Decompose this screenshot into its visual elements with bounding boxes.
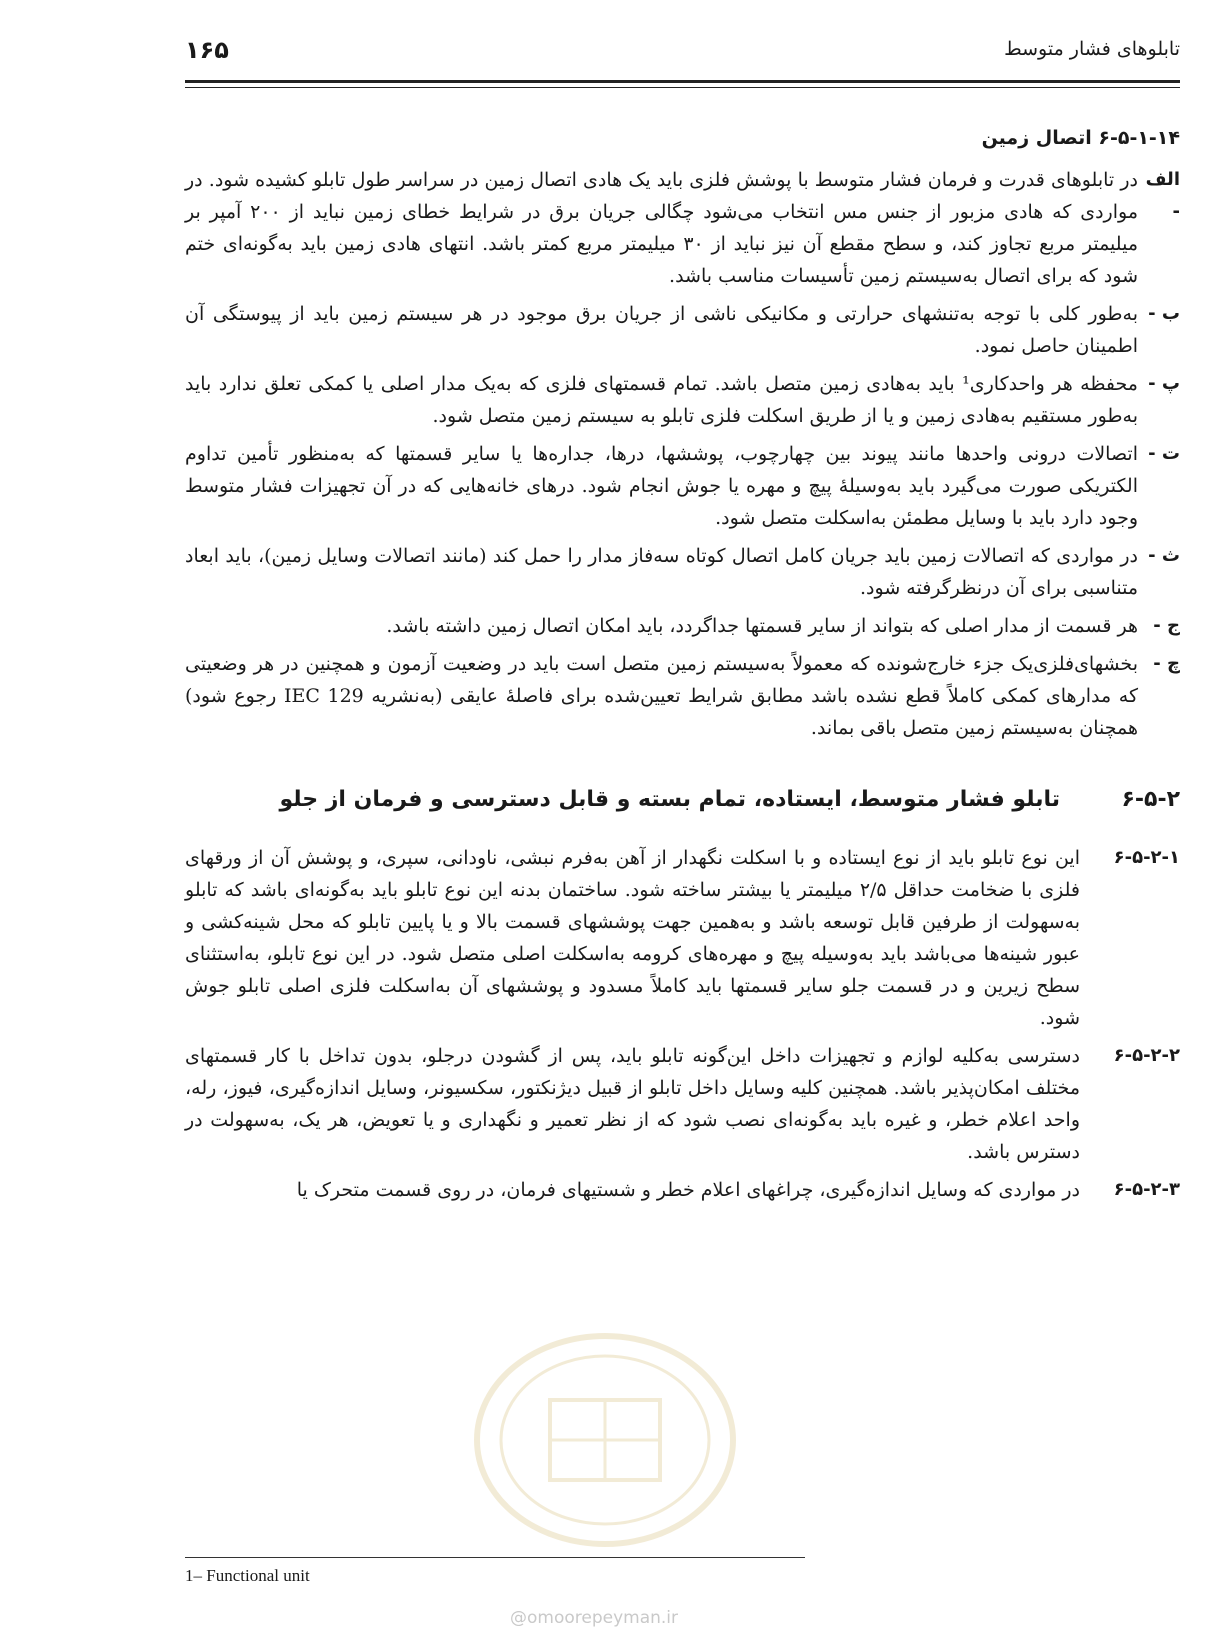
clause-number: ۶-۵-۲-۲ — [1113, 1045, 1180, 1066]
clause-text: در مواردی که وسایل اندازه‌گیری، چراغهای اعلام خطر و شستیهای فرمان، در روی قسمت متحرک یا — [296, 1179, 1080, 1201]
page-number: ۱۶۵ — [185, 36, 229, 64]
list-item-text: به‌طور کلی با توجه به‌تنشهای حرارتی و مکانیکی ناشی از جریان برق موجود در هر سیستم زمین باید از پیوستگی آن اطمینان حاصل نمود. — [185, 303, 1138, 357]
list-item-text: اتصالات درونی واحدها مانند پیوند بین چهارچوب، پوششها، درها، جداره‌ها یا سایر قسمتها که به‌منظور تأمین تداوم الکتریکی صورت می‌گیرد باید به‌وسیلهٔ پیچ و مهره یا جوش انجام شود. درهای خانه‌هایی که در آن تجهیزات فشار متوسط وجود دارد باید با وسایل مطمئن به‌اسکلت متصل شود. — [185, 443, 1138, 529]
watermark-text: @omoorepeyman.ir — [510, 1608, 679, 1628]
list-item — [185, 298, 1180, 362]
subsection-heading: ۶-۵-۱-۱۴ اتصال زمین — [981, 127, 1180, 149]
list-item — [185, 368, 1180, 432]
list-item-mark: ث - — [1148, 545, 1180, 566]
clause-number: ۶-۵-۲-۱ — [1113, 847, 1180, 868]
list-item — [185, 164, 1180, 292]
clause — [185, 1040, 1180, 1168]
list-item-text: بخشهای‌فلزی‌یک جزء خارج‌شونده که معمولاً به‌سیستم زمین متصل است باید در وضعیت آزمون و همچنین در هر وضعیتی که مدارهای کمکی کاملاً قطع نشده باشد مطابق شرایط تعیین‌شده برای فاصلهٔ عایقی (به‌نشریه IEC 129 رجوع شود) همچنان به‌سیستم زمین متصل باقی بماند. — [185, 653, 1139, 739]
clause — [185, 1174, 1180, 1206]
list-item — [185, 438, 1180, 534]
list-item — [185, 648, 1180, 744]
section-title: تابلو فشار متوسط، ایستاده، تمام بسته و قابل دسترسی و فرمان از جلو — [279, 787, 1060, 812]
footnote: 1– Functional unit — [185, 1566, 310, 1585]
list-item-text: هر قسمت از مدار اصلی که بتواند از سایر قسمتها جداگردد، باید امکان اتصال زمین داشته باشد. — [386, 615, 1138, 637]
list-item-text: محفظه هر واحدکاری¹ باید به‌هادی زمین متصل باشد. تمام قسمتهای فلزی که به‌یک مدار اصلی یا کمکی تعلق ندارد باید به‌طور مستقیم به‌هادی زمین و یا از طریق اسکلت فلزی تابلو به سیستم زمین متصل شود. — [185, 373, 1138, 427]
list-item-mark: ت - — [1148, 443, 1180, 464]
clause-text: این نوع تابلو باید از نوع ایستاده و با اسکلت نگهدار از آهن به‌فرم نبشی، ناودانی، سپری، و پوشش آن از ورقهای فلزی با ضخامت حداقل ۲/۵ میلیمتر یا بیشتر ساخته شود. ساختمان بدنه این نوع تابلو باید به‌گونه‌ای باشد که تابلو به‌سهولت از طرفین قابل توسعه باشد و به‌همین جهت پوششهای قسمت بالا و یا پایین تابلو که محل شینه‌کشی و عبور شینه‌ها می‌باشد باید به‌وسیله پیچ و مهره‌های کرومه به‌اسکلت اصلی متصل شود. در این نوع تابلو، به‌استثنای سطح زیرین و در قسمت جلو سایر قسمتها باید کاملاً مسدود و پوششهای آن به‌اسکلت فلزی اصلی تابلو جوش شود. — [185, 847, 1081, 1029]
list-item-mark: ج - — [1153, 615, 1180, 636]
list-item — [185, 610, 1180, 642]
list-item-mark: ب - — [1148, 303, 1180, 324]
running-header-title: تابلوهای فشار متوسط — [1004, 38, 1180, 60]
header-rule-thin — [185, 87, 1180, 88]
list-item-mark: چ - — [1153, 653, 1180, 674]
list-item-mark: پ - — [1148, 373, 1180, 394]
header-rule-thick — [185, 80, 1180, 83]
list-item-text: در تابلوهای قدرت و فرمان فشار متوسط با پوشش فلزی باید یک هادی اتصال زمین در سراسر طول تابلو کشیده شود. در مواردی که هادی مزبور از جنس مس انتخاب می‌شود چگالی جریان برق در شرایط خطای زمین نباید از ۲۰۰ آمپر بر میلیمتر مربع تجاوز کند، و سطح مقطع آن نیز نباید از ۳۰ میلیمتر مربع کمتر باشد. انتهای هادی زمین باید به‌گونه‌ای ختم شود که برای اتصال به‌سیستم زمین تأسیسات مناسب باشد. — [185, 169, 1138, 287]
clause-number: ۶-۵-۲-۳ — [1113, 1179, 1180, 1200]
section-number: ۶-۵-۲ — [1121, 787, 1180, 812]
list-item-text: در مواردی که اتصالات زمین باید جریان کامل اتصال کوتاه سه‌فاز مدار را حمل کند (مانند اتصالات وسایل زمین)، باید ابعاد متناسبی برای آن درنظرگرفته شود. — [185, 545, 1138, 599]
section-heading — [185, 784, 1180, 816]
clause — [185, 842, 1180, 1034]
list-item — [185, 540, 1180, 604]
clause-text: دسترسی به‌کلیه لوازم و تجهیزات داخل این‌گونه تابلو باید، پس از گشودن درجلو، بدون تداخل با کار قسمتهای مختلف امکان‌پذیر باشد. همچنین کلیه وسایل داخل تابلو از قبیل دیژنکتور، سکسیونر، وسایل اندازه‌گیری، فیوز، رله، واحد اعلام خطر، و غیره باید به‌گونه‌ای نصب شود که از نظر تعمیر و نگهداری و یا تعویض، هر یک، به‌سهولت در دسترس باشد. — [185, 1045, 1080, 1163]
footnote-rule — [185, 1557, 805, 1558]
watermark-seal-icon — [470, 1330, 740, 1550]
list-item-mark: الف - — [1145, 169, 1180, 222]
main-content — [185, 118, 1180, 1212]
